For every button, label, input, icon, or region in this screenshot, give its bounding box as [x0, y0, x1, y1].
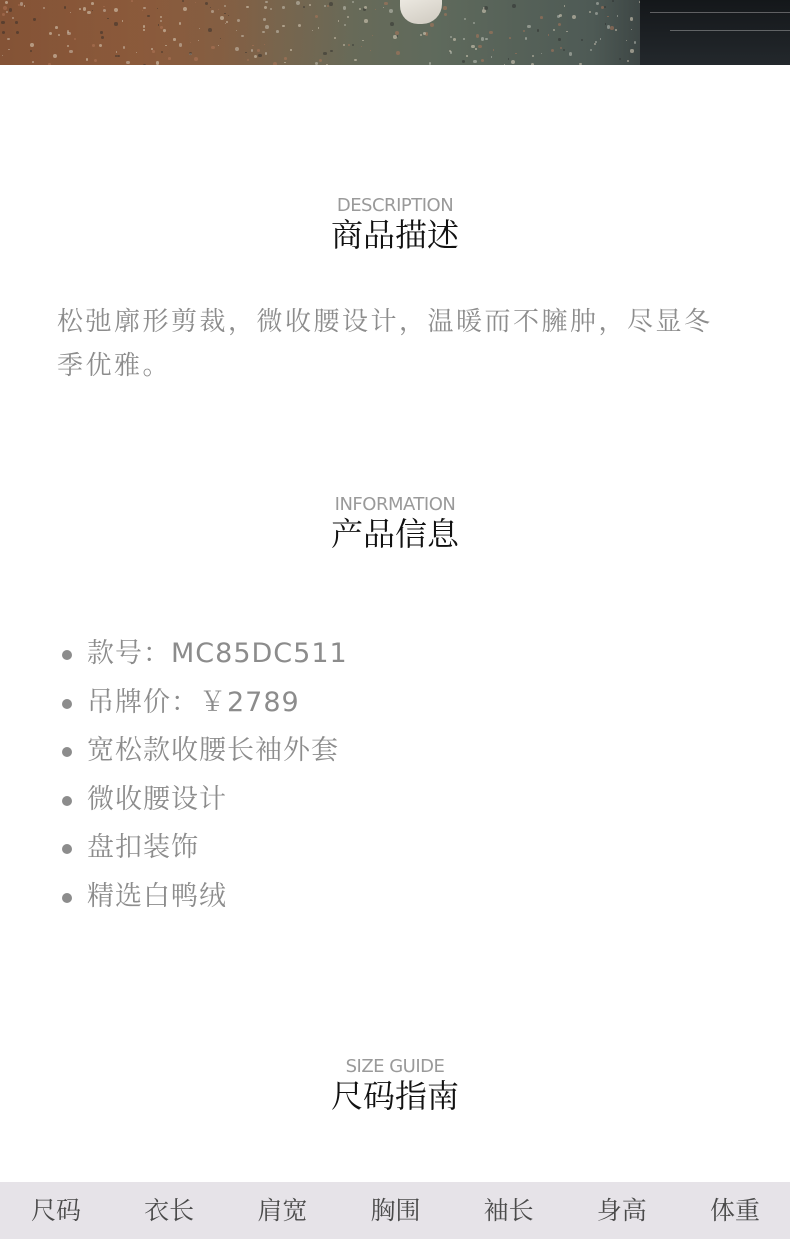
terrazzo-speck	[117, 55, 120, 58]
terrazzo-speck	[489, 31, 492, 34]
terrazzo-speck	[511, 60, 515, 64]
terrazzo-speck	[143, 64, 146, 65]
terrazzo-speck	[348, 44, 350, 46]
terrazzo-speck	[327, 5, 329, 7]
size-guide-header	[0, 1057, 790, 1115]
terrazzo-speck	[273, 62, 277, 65]
terrazzo-speck	[390, 22, 394, 26]
terrazzo-speck	[158, 24, 160, 26]
terrazzo-speck	[343, 6, 346, 9]
reflection-line	[650, 12, 790, 13]
terrazzo-speck	[312, 30, 313, 31]
info-item-style-number: 款号：MC85DC511	[60, 630, 348, 679]
terrazzo-speck	[224, 13, 226, 15]
terrazzo-speck	[484, 6, 488, 10]
terrazzo-speck	[364, 6, 368, 10]
terrazzo-speck	[559, 14, 562, 17]
terrazzo-speck	[270, 8, 273, 11]
information-title: 产品信息	[330, 515, 459, 553]
terrazzo-speck	[257, 49, 260, 52]
size-table-header	[0, 1182, 790, 1239]
terrazzo-speck	[590, 49, 592, 51]
terrazzo-speck	[103, 6, 104, 7]
terrazzo-speck	[329, 2, 333, 6]
terrazzo-speck	[512, 4, 516, 8]
terrazzo-speck	[157, 8, 158, 9]
terrazzo-speck	[627, 60, 629, 62]
size-col-size: 尺码	[31, 1196, 82, 1225]
terrazzo-speck	[101, 36, 104, 39]
terrazzo-speck	[343, 44, 345, 46]
terrazzo-speck	[199, 28, 200, 29]
terrazzo-speck	[429, 62, 431, 64]
terrazzo-speck	[515, 53, 517, 55]
terrazzo-speck	[53, 54, 57, 58]
terrazzo-speck	[237, 19, 240, 22]
terrazzo-speck	[228, 15, 229, 16]
terrazzo-speck	[208, 28, 212, 32]
terrazzo-speck	[393, 35, 396, 38]
terrazzo-speck	[245, 52, 246, 53]
terrazzo-speck	[114, 8, 118, 12]
terrazzo-speck	[443, 6, 446, 9]
terrazzo-speck	[123, 46, 126, 49]
terrazzo-speck	[569, 52, 573, 56]
terrazzo-speck	[595, 41, 597, 43]
terrazzo-speck	[282, 6, 285, 9]
terrazzo-speck	[147, 15, 149, 17]
terrazzo-speck	[532, 55, 535, 58]
terrazzo-speck	[563, 49, 565, 51]
terrazzo-speck	[453, 38, 456, 41]
terrazzo-speck	[107, 18, 108, 19]
terrazzo-speck	[626, 40, 627, 41]
terrazzo-speck	[523, 30, 525, 32]
terrazzo-speck	[471, 45, 474, 48]
terrazzo-speck	[1, 21, 5, 25]
reflection-line	[670, 30, 790, 31]
terrazzo-speck	[560, 47, 562, 49]
terrazzo-speck	[3, 6, 7, 10]
terrazzo-speck	[508, 58, 509, 59]
terrazzo-speck	[254, 55, 257, 58]
terrazzo-speck	[190, 42, 191, 43]
terrazzo-speck	[99, 46, 100, 47]
terrazzo-speck	[32, 61, 34, 63]
terrazzo-speck	[558, 23, 561, 26]
terrazzo-speck	[444, 13, 447, 16]
terrazzo-speck	[168, 57, 171, 60]
terrazzo-speck	[362, 40, 364, 42]
terrazzo-speck	[94, 59, 97, 62]
terrazzo-speck	[615, 29, 617, 31]
terrazzo-speck	[558, 38, 560, 40]
info-item-style: 宽松款收腰长袖外套	[60, 727, 348, 776]
terrazzo-speck	[564, 5, 565, 6]
terrazzo-speck	[160, 26, 162, 28]
terrazzo-speck	[236, 30, 237, 31]
terrazzo-speck	[600, 38, 602, 40]
terrazzo-speck	[258, 54, 262, 58]
terrazzo-speck	[372, 35, 373, 36]
terrazzo-speck	[67, 32, 71, 36]
terrazzo-speck	[246, 6, 249, 9]
terrazzo-speck	[18, 4, 20, 6]
terrazzo-speck	[69, 50, 72, 53]
terrazzo-speck	[541, 53, 542, 54]
description-text: 松弛廓形剪裁，微收腰设计，温暖而不臃肿，尽显冬季优雅。	[57, 307, 713, 381]
terrazzo-speck	[315, 62, 318, 65]
terrazzo-speck	[92, 10, 93, 11]
terrazzo-speck	[303, 6, 305, 8]
info-item-tag-price: 吊牌价：￥2789	[60, 679, 348, 728]
terrazzo-speck	[525, 37, 527, 39]
terrazzo-speck	[276, 30, 279, 33]
terrazzo-speck	[612, 0, 614, 2]
terrazzo-speck	[347, 16, 349, 18]
terrazzo-speck	[326, 64, 328, 65]
terrazzo-speck	[364, 19, 368, 23]
description-title: 商品描述	[330, 216, 459, 254]
terrazzo-speck	[92, 44, 95, 47]
terrazzo-speck	[566, 31, 568, 33]
terrazzo-speck	[103, 9, 106, 12]
terrazzo-speck	[165, 45, 166, 46]
size-col-sleeve: 袖长	[483, 1196, 534, 1225]
terrazzo-speck	[423, 32, 426, 35]
terrazzo-speck	[296, 1, 300, 5]
size-col-bust: 胸围	[370, 1196, 421, 1225]
terrazzo-speck	[420, 34, 422, 36]
terrazzo-speck	[83, 7, 87, 11]
terrazzo-speck	[30, 43, 34, 47]
terrazzo-speck	[251, 49, 254, 52]
terrazzo-speck	[504, 64, 505, 65]
terrazzo-speck	[634, 41, 637, 44]
terrazzo-speck	[160, 16, 162, 18]
information-header	[0, 495, 790, 553]
terrazzo-speck	[12, 17, 14, 19]
terrazzo-speck	[290, 49, 291, 50]
terrazzo-speck	[284, 62, 285, 63]
terrazzo-speck	[352, 44, 354, 46]
terrazzo-speck	[553, 29, 555, 31]
terrazzo-speck	[48, 63, 50, 65]
terrazzo-speck	[463, 38, 464, 39]
terrazzo-speck	[49, 32, 52, 35]
terrazzo-speck	[540, 16, 543, 19]
description-header	[0, 196, 790, 254]
size-guide-en-label: SIZE GUIDE	[345, 1056, 445, 1077]
terrazzo-speck	[183, 7, 187, 11]
terrazzo-speck	[160, 20, 162, 22]
terrazzo-speck	[264, 6, 267, 9]
terrazzo-speck	[450, 36, 452, 38]
terrazzo-speck	[605, 23, 607, 25]
terrazzo-speck	[361, 46, 362, 47]
terrazzo-speck	[235, 47, 239, 51]
terrazzo-speck	[551, 49, 555, 53]
terrazzo-speck	[338, 20, 340, 22]
terrazzo-speck	[330, 50, 333, 53]
terrazzo-speck	[604, 6, 607, 9]
terrazzo-speck	[173, 38, 175, 40]
terrazzo-speck	[43, 7, 45, 9]
terrazzo-speck	[509, 37, 511, 39]
terrazzo-speck	[284, 57, 287, 60]
terrazzo-speck	[396, 35, 398, 37]
terrazzo-speck	[462, 60, 465, 63]
terrazzo-speck	[548, 34, 550, 36]
terrazzo-speck	[352, 1, 354, 3]
terrazzo-speck	[6, 11, 8, 13]
terrazzo-speck	[152, 50, 155, 53]
terrazzo-speck	[189, 52, 192, 55]
terrazzo-speck	[318, 27, 319, 28]
terrazzo-speck	[527, 25, 531, 29]
terrazzo-speck	[262, 31, 264, 33]
terrazzo-speck	[473, 22, 475, 24]
terrazzo-speck	[218, 45, 219, 46]
terrazzo-speck	[55, 26, 58, 29]
terrazzo-speck	[323, 52, 327, 56]
terrazzo-speck	[211, 10, 214, 13]
terrazzo-speck	[630, 49, 633, 52]
dark-background-area	[640, 0, 790, 65]
terrazzo-speck	[450, 51, 452, 53]
terrazzo-speck	[315, 15, 318, 18]
terrazzo-speck	[24, 5, 26, 7]
size-col-weight: 体重	[709, 1196, 760, 1225]
terrazzo-speck	[264, 44, 265, 45]
terrazzo-speck	[211, 46, 215, 50]
terrazzo-speck	[5, 1, 8, 4]
terrazzo-speck	[2, 55, 4, 57]
terrazzo-speck	[607, 16, 609, 18]
terrazzo-speck	[396, 51, 400, 55]
terrazzo-speck	[226, 21, 228, 23]
terrazzo-speck	[30, 50, 32, 52]
terrazzo-speck	[334, 37, 336, 39]
terrazzo-speck	[195, 2, 197, 4]
terrazzo-speck	[116, 51, 117, 52]
terrazzo-speck	[225, 23, 226, 24]
product-photo-crop	[0, 0, 790, 65]
information-en-label: INFORMATION	[334, 494, 456, 515]
terrazzo-speck	[493, 49, 495, 51]
terrazzo-speck	[491, 56, 493, 58]
terrazzo-speck	[610, 26, 614, 30]
info-item-buttons: 盘扣装饰	[60, 824, 348, 873]
terrazzo-speck	[126, 61, 130, 65]
terrazzo-speck	[20, 2, 24, 6]
terrazzo-speck	[466, 55, 467, 56]
terrazzo-speck	[282, 25, 284, 27]
terrazzo-speck	[210, 7, 211, 8]
terrazzo-speck	[594, 43, 596, 45]
terrazzo-speck	[15, 21, 18, 24]
terrazzo-speck	[224, 5, 226, 7]
terrazzo-speck	[298, 24, 302, 28]
terrazzo-speck	[91, 2, 94, 5]
terrazzo-speck	[114, 22, 117, 25]
terrazzo-speck	[265, 1, 267, 3]
terrazzo-speck	[64, 6, 67, 9]
terrazzo-speck	[607, 25, 611, 29]
terrazzo-speck	[58, 34, 60, 36]
terrazzo-speck	[473, 60, 476, 63]
terrazzo-speck	[344, 24, 346, 26]
terrazzo-speck	[143, 7, 146, 10]
terrazzo-speck	[389, 9, 393, 13]
terrazzo-speck	[263, 18, 266, 21]
terrazzo-speck	[198, 40, 199, 41]
terrazzo-speck	[617, 15, 619, 17]
info-item-waist: 微收腰设计	[60, 776, 348, 825]
terrazzo-speck	[384, 2, 387, 5]
terrazzo-speck	[464, 18, 466, 20]
terrazzo-speck	[179, 22, 182, 25]
terrazzo-speck	[86, 58, 89, 61]
terrazzo-speck	[2, 13, 5, 16]
size-col-length: 衣长	[144, 1196, 195, 1225]
terrazzo-speck	[74, 38, 76, 40]
terrazzo-speck	[70, 12, 71, 13]
terrazzo-speck	[359, 8, 361, 10]
terrazzo-speck	[131, 0, 133, 2]
terrazzo-speck	[143, 25, 145, 27]
terrazzo-speck	[581, 39, 583, 41]
terrazzo-speck	[630, 17, 634, 21]
terrazzo-speck	[142, 10, 143, 11]
terrazzo-speck	[205, 2, 208, 5]
terrazzo-speck	[265, 52, 268, 55]
terrazzo-speck	[430, 23, 434, 27]
info-item-down: 精选白鸭绒	[60, 873, 348, 922]
terrazzo-speck	[481, 37, 485, 41]
terrazzo-speck	[194, 57, 198, 61]
terrazzo-speck	[631, 29, 633, 31]
terrazzo-speck	[79, 8, 81, 10]
terrazzo-speck	[143, 29, 144, 30]
terrazzo-speck	[370, 50, 371, 51]
terrazzo-speck	[241, 35, 243, 37]
terrazzo-speck	[531, 63, 534, 65]
terrazzo-speck	[7, 38, 9, 40]
terrazzo-speck	[9, 8, 12, 11]
size-guide-title: 尺码指南	[330, 1077, 459, 1115]
terrazzo-speck	[67, 45, 69, 47]
terrazzo-speck	[218, 9, 219, 10]
terrazzo-speck	[2, 31, 5, 34]
terrazzo-speck	[572, 15, 576, 19]
terrazzo-speck	[179, 43, 182, 46]
terrazzo-speck	[87, 11, 90, 14]
terrazzo-speck	[476, 34, 479, 37]
terrazzo-speck	[265, 25, 269, 29]
terrazzo-speck	[375, 9, 377, 11]
terrazzo-speck	[122, 20, 123, 21]
terrazzo-speck	[579, 63, 582, 65]
terrazzo-speck	[485, 38, 488, 41]
size-col-shoulder: 肩宽	[257, 1196, 308, 1225]
terrazzo-speck	[220, 38, 221, 39]
garment-strap-detail	[400, 0, 442, 24]
terrazzo-speck	[595, 12, 598, 15]
size-col-height: 身高	[596, 1196, 647, 1225]
terrazzo-speck	[164, 32, 165, 33]
terrazzo-speck	[596, 2, 599, 5]
terrazzo-speck	[354, 59, 356, 61]
terrazzo-speck	[478, 45, 482, 49]
product-info-list	[60, 630, 348, 922]
terrazzo-speck	[16, 31, 19, 34]
terrazzo-speck	[309, 4, 311, 6]
terrazzo-speck	[557, 15, 560, 18]
terrazzo-speck	[481, 59, 484, 62]
terrazzo-speck	[161, 51, 163, 53]
terrazzo-speck	[33, 18, 35, 20]
terrazzo-speck	[247, 59, 249, 61]
description-en-label: DESCRIPTION	[336, 195, 454, 216]
terrazzo-speck	[8, 49, 9, 50]
terrazzo-speck	[319, 59, 322, 62]
terrazzo-speck	[156, 61, 159, 64]
terrazzo-speck	[136, 52, 137, 53]
terrazzo-speck	[537, 29, 539, 31]
terrazzo-speck	[220, 16, 224, 20]
terrazzo-speck	[383, 7, 384, 8]
terrazzo-speck	[475, 48, 476, 49]
terrazzo-speck	[619, 58, 621, 60]
terrazzo-speck	[182, 0, 184, 2]
terrazzo-speck	[100, 31, 102, 33]
terrazzo-speck	[252, 45, 254, 47]
terrazzo-speck	[589, 11, 591, 13]
